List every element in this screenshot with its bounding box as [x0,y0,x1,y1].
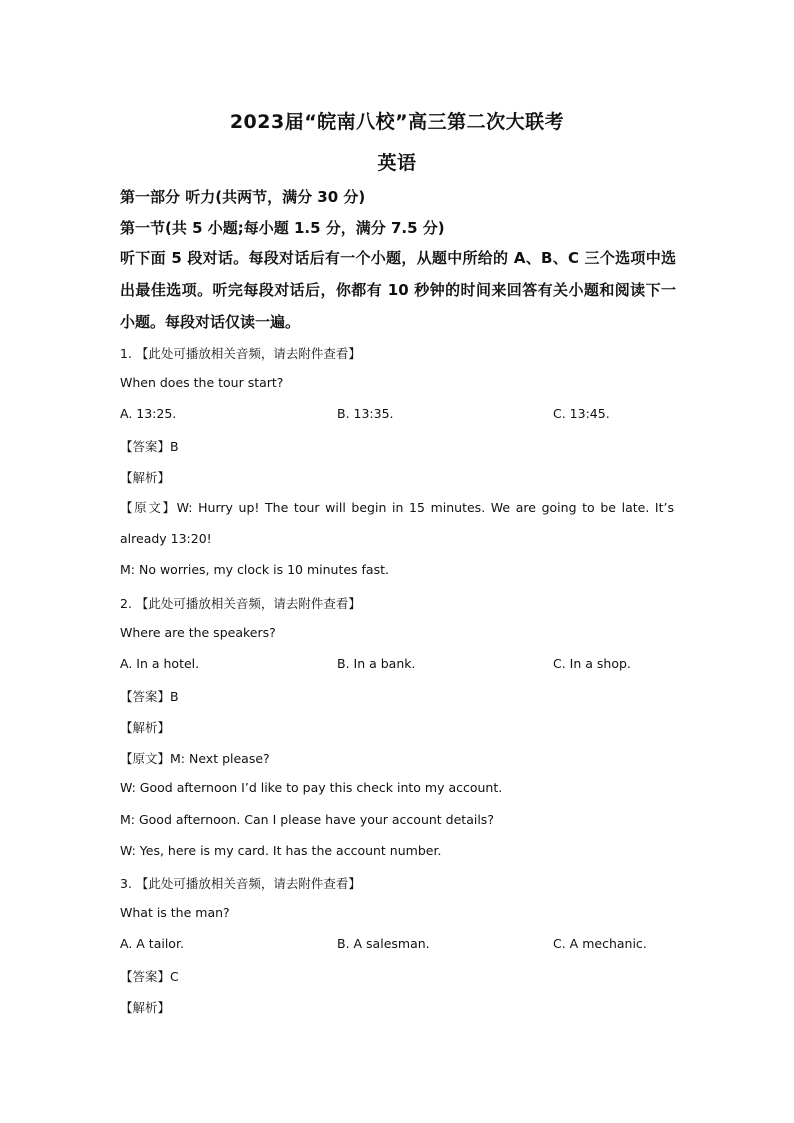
question-1-transcript-line: M: No worries, my clock is 10 minutes fast. [120,562,389,577]
question-2-stem: Where are the speakers? [120,625,276,640]
question-2-transcript-line: W: Yes, here is my card. It has the account number. [120,843,442,858]
question-3-option-a: A. A tailor. [120,936,184,951]
question-3-option-b: B. A salesman. [337,936,430,951]
question-2-transcript-line: W: Good afternoon I’d like to pay this check into my account. [120,780,503,795]
question-2-analysis: 【解析】 [120,720,171,735]
question-2-option-c: C. In a shop. [553,656,631,671]
question-3-label: 3. 【此处可播放相关音频，请去附件查看】 [120,876,361,891]
question-2-option-b: B. In a bank. [337,656,416,671]
question-1-transcript-line: 【原文】W: Hurry up! The tour will begin in 15 minutes. We are going to be late. It’s already 13:20! [120,500,674,546]
question-1-label: 1. 【此处可播放相关音频，请去附件查看】 [120,346,361,361]
question-1-option-c: C. 13:45. [553,406,610,421]
subject-title: 英语 [377,152,417,174]
question-2-option-a: A. In a hotel. [120,656,200,671]
part-heading: 第一部分 听力(共两节，满分 30 分) [120,188,366,206]
question-3-option-c: C. A mechanic. [553,936,647,951]
question-3-stem: What is the man? [120,905,230,920]
question-1-stem: When does the tour start? [120,375,284,390]
section-heading: 第一节(共 5 小题;每小题 1.5 分，满分 7.5 分) [120,219,445,237]
question-2-transcript-line: M: Good afternoon. Can I please have your account details? [120,812,494,827]
question-3-answer: 【答案】C [120,969,179,984]
question-2-answer: 【答案】B [120,689,179,704]
question-2-transcript-line: 【原文】M: Next please? [120,751,270,766]
question-1-option-a: A. 13:25. [120,406,177,421]
exam-title: 2023届“皖南八校”高三第二次大联考 [229,111,565,133]
question-1-analysis: 【解析】 [120,470,171,485]
question-1-option-b: B. 13:35. [337,406,394,421]
question-3-analysis: 【解析】 [120,1000,171,1015]
instructions: 听下面 5 段对话。每段对话后有一个小题，从题中所给的 A、B、C 三个选项中选出最佳选项。听完每段对话后，你都有 10 秒钟的时间来回答有关小题和阅读下一小题。每段对话仅读一遍。 [120,249,676,331]
question-1-answer: 【答案】B [120,439,179,454]
question-2-label: 2. 【此处可播放相关音频，请去附件查看】 [120,596,361,611]
